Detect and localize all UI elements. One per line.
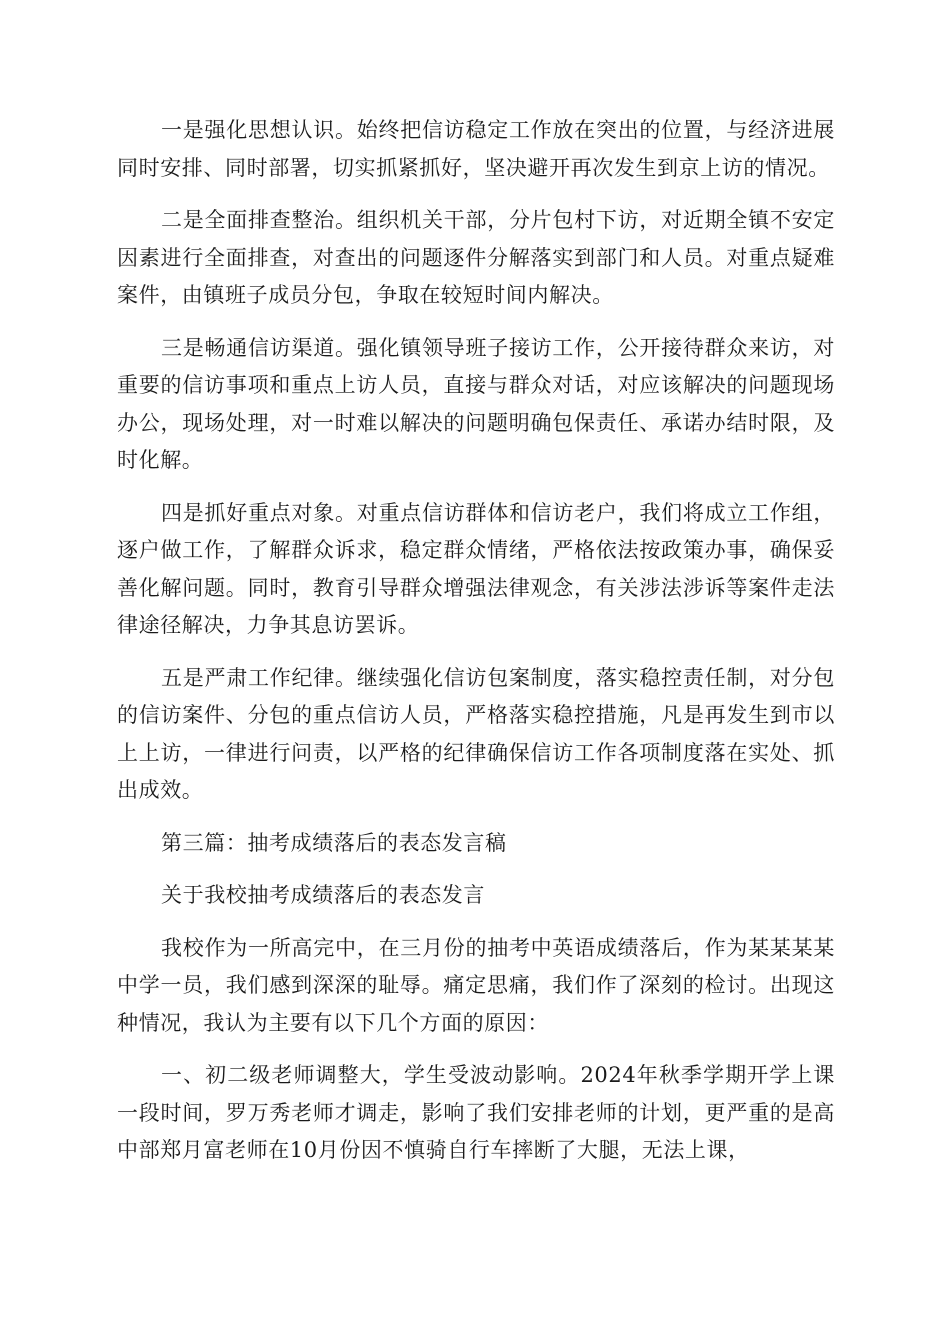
paragraph-point-two: 二是全面排查整治。组织机关干部，分片包村下访，对近期全镇不安定因素进行全面排查，对查出的问题逐件分解落实到部门和人员。对重点疑难案件，由镇班子成员分包，争取在较短时间内解决。 bbox=[117, 208, 835, 307]
paragraph-point-four: 四是抓好重点对象。对重点信访群体和信访老户，我们将成立工作组，逐户做工作，了解群众诉求，稳定群众情绪，严格依法按政策办事，确保妥善化解问题。同时，教育引导群众增强法律观念，有关涉法涉诉等案件走法律途径解决，力争其息访罢诉。 bbox=[117, 500, 835, 637]
section-heading: 第三篇：抽考成绩落后的表态发言稿 bbox=[161, 830, 507, 855]
paragraph-point-three: 三是畅通信访渠道。强化镇领导班子接访工作，公开接待群众来访，对重要的信访事项和重点上访人员，直接与群众对话，对应该解决的问题现场办公，现场处理，对一时难以解决的问题明确包保责任、承诺办结时限，及时化解。 bbox=[117, 335, 835, 472]
paragraph-point-five: 五是严肃工作纪律。继续强化信访包案制度，落实稳控责任制，对分包的信访案件、分包的重点信访人员，严格落实稳控措施，凡是再发生到市以上上访，一律进行问责，以严格的纪律确保信访工作各项制度落在实处、抓出成效。 bbox=[117, 665, 835, 802]
speech-title: 关于我校抽考成绩落后的表态发言 bbox=[161, 883, 485, 907]
paragraph-point-one: 一是强化思想认识。始终把信访稳定工作放在突出的位置，与经济进展同时安排、同时部署，切实抓紧抓好，坚决避开再次发生到京上访的情况。 bbox=[117, 118, 835, 180]
paragraph-intro: 我校作为一所高完中，在三月份的抽考中英语成绩落后，作为某某某某中学一员，我们感到深深的耻辱。痛定思痛，我们作了深刻的检讨。出现这种情况，我认为主要有以下几个方面的原因： bbox=[117, 935, 835, 1035]
paragraph-reason-one: 一、初二级老师调整大，学生受波动影响。2024年秋季学期开学上课一段时间，罗万秀老师才调走，影响了我们安排老师的计划，更严重的是高中部郑月富老师在10月份因不慎骑自行车摔断了大腿，无法上课， bbox=[117, 1063, 835, 1162]
document-page bbox=[117, 112, 835, 1185]
